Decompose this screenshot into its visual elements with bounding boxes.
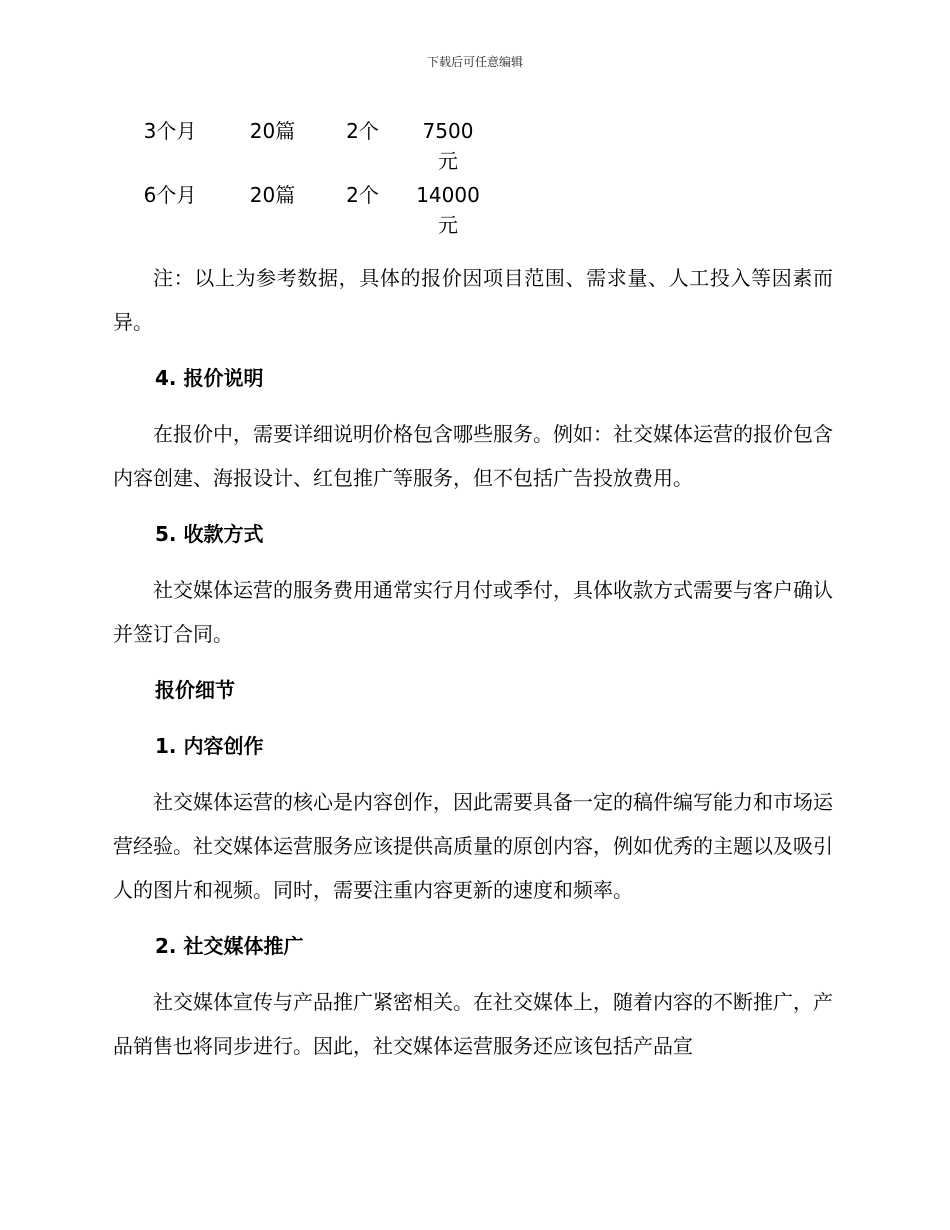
table-row [0,116,950,180]
price-cell [408,180,488,240]
price-amount: 7500 [422,119,474,143]
details-heading: 报价细节 [155,678,235,702]
detail-2-paragraph: 社交媒体宣传与产品推广紧密相关。在社交媒体上，随着内容的不断推广，产品销售也将同步进行。因此，社交媒体运营服务还应该包括产品宣 [113,990,833,1058]
articles-cell: 20篇 [249,119,296,143]
detail-2-heading: 2. 社交媒体推广 [155,934,304,958]
articles-cell: 20篇 [249,183,296,207]
price-unit: 元 [438,149,458,173]
section-5-paragraph: 社交媒体运营的服务费用通常实行月付或季付，具体收款方式需要与客户确认并签订合同。 [113,578,833,646]
price-unit: 元 [438,213,458,237]
detail-1-paragraph: 社交媒体运营的核心是内容创作，因此需要具备一定的稿件编写能力和市场运营经验。社交媒体运营服务应该提供高质量的原创内容，例如优秀的主题以及吸引人的图片和视频。同时，需要注重内容更新的速度和频率。 [113,790,833,902]
count-cell: 2个 [346,119,379,143]
section-4-paragraph: 在报价中，需要详细说明价格包含哪些服务。例如：社交媒体运营的报价包含内容创建、海报设计、红包推广等服务，但不包括广告投放费用。 [113,422,833,490]
page-header: 下载后可任意编辑 [426,55,523,69]
price-amount: 14000 [416,183,480,207]
duration-cell: 6个月 [143,183,197,207]
count-cell: 2个 [346,183,379,207]
document-body [113,256,833,1080]
table-row [0,180,950,244]
section-5-heading: 5. 收款方式 [155,522,264,546]
section-4-heading: 4. 报价说明 [155,366,264,390]
duration-cell: 3个月 [143,119,197,143]
detail-1-heading: 1. 内容创作 [155,734,264,758]
price-table [0,116,950,244]
note-paragraph: 注：以上为参考数据，具体的报价因项目范围、需求量、人工投入等因素而异。 [113,266,833,334]
price-cell [408,116,488,176]
